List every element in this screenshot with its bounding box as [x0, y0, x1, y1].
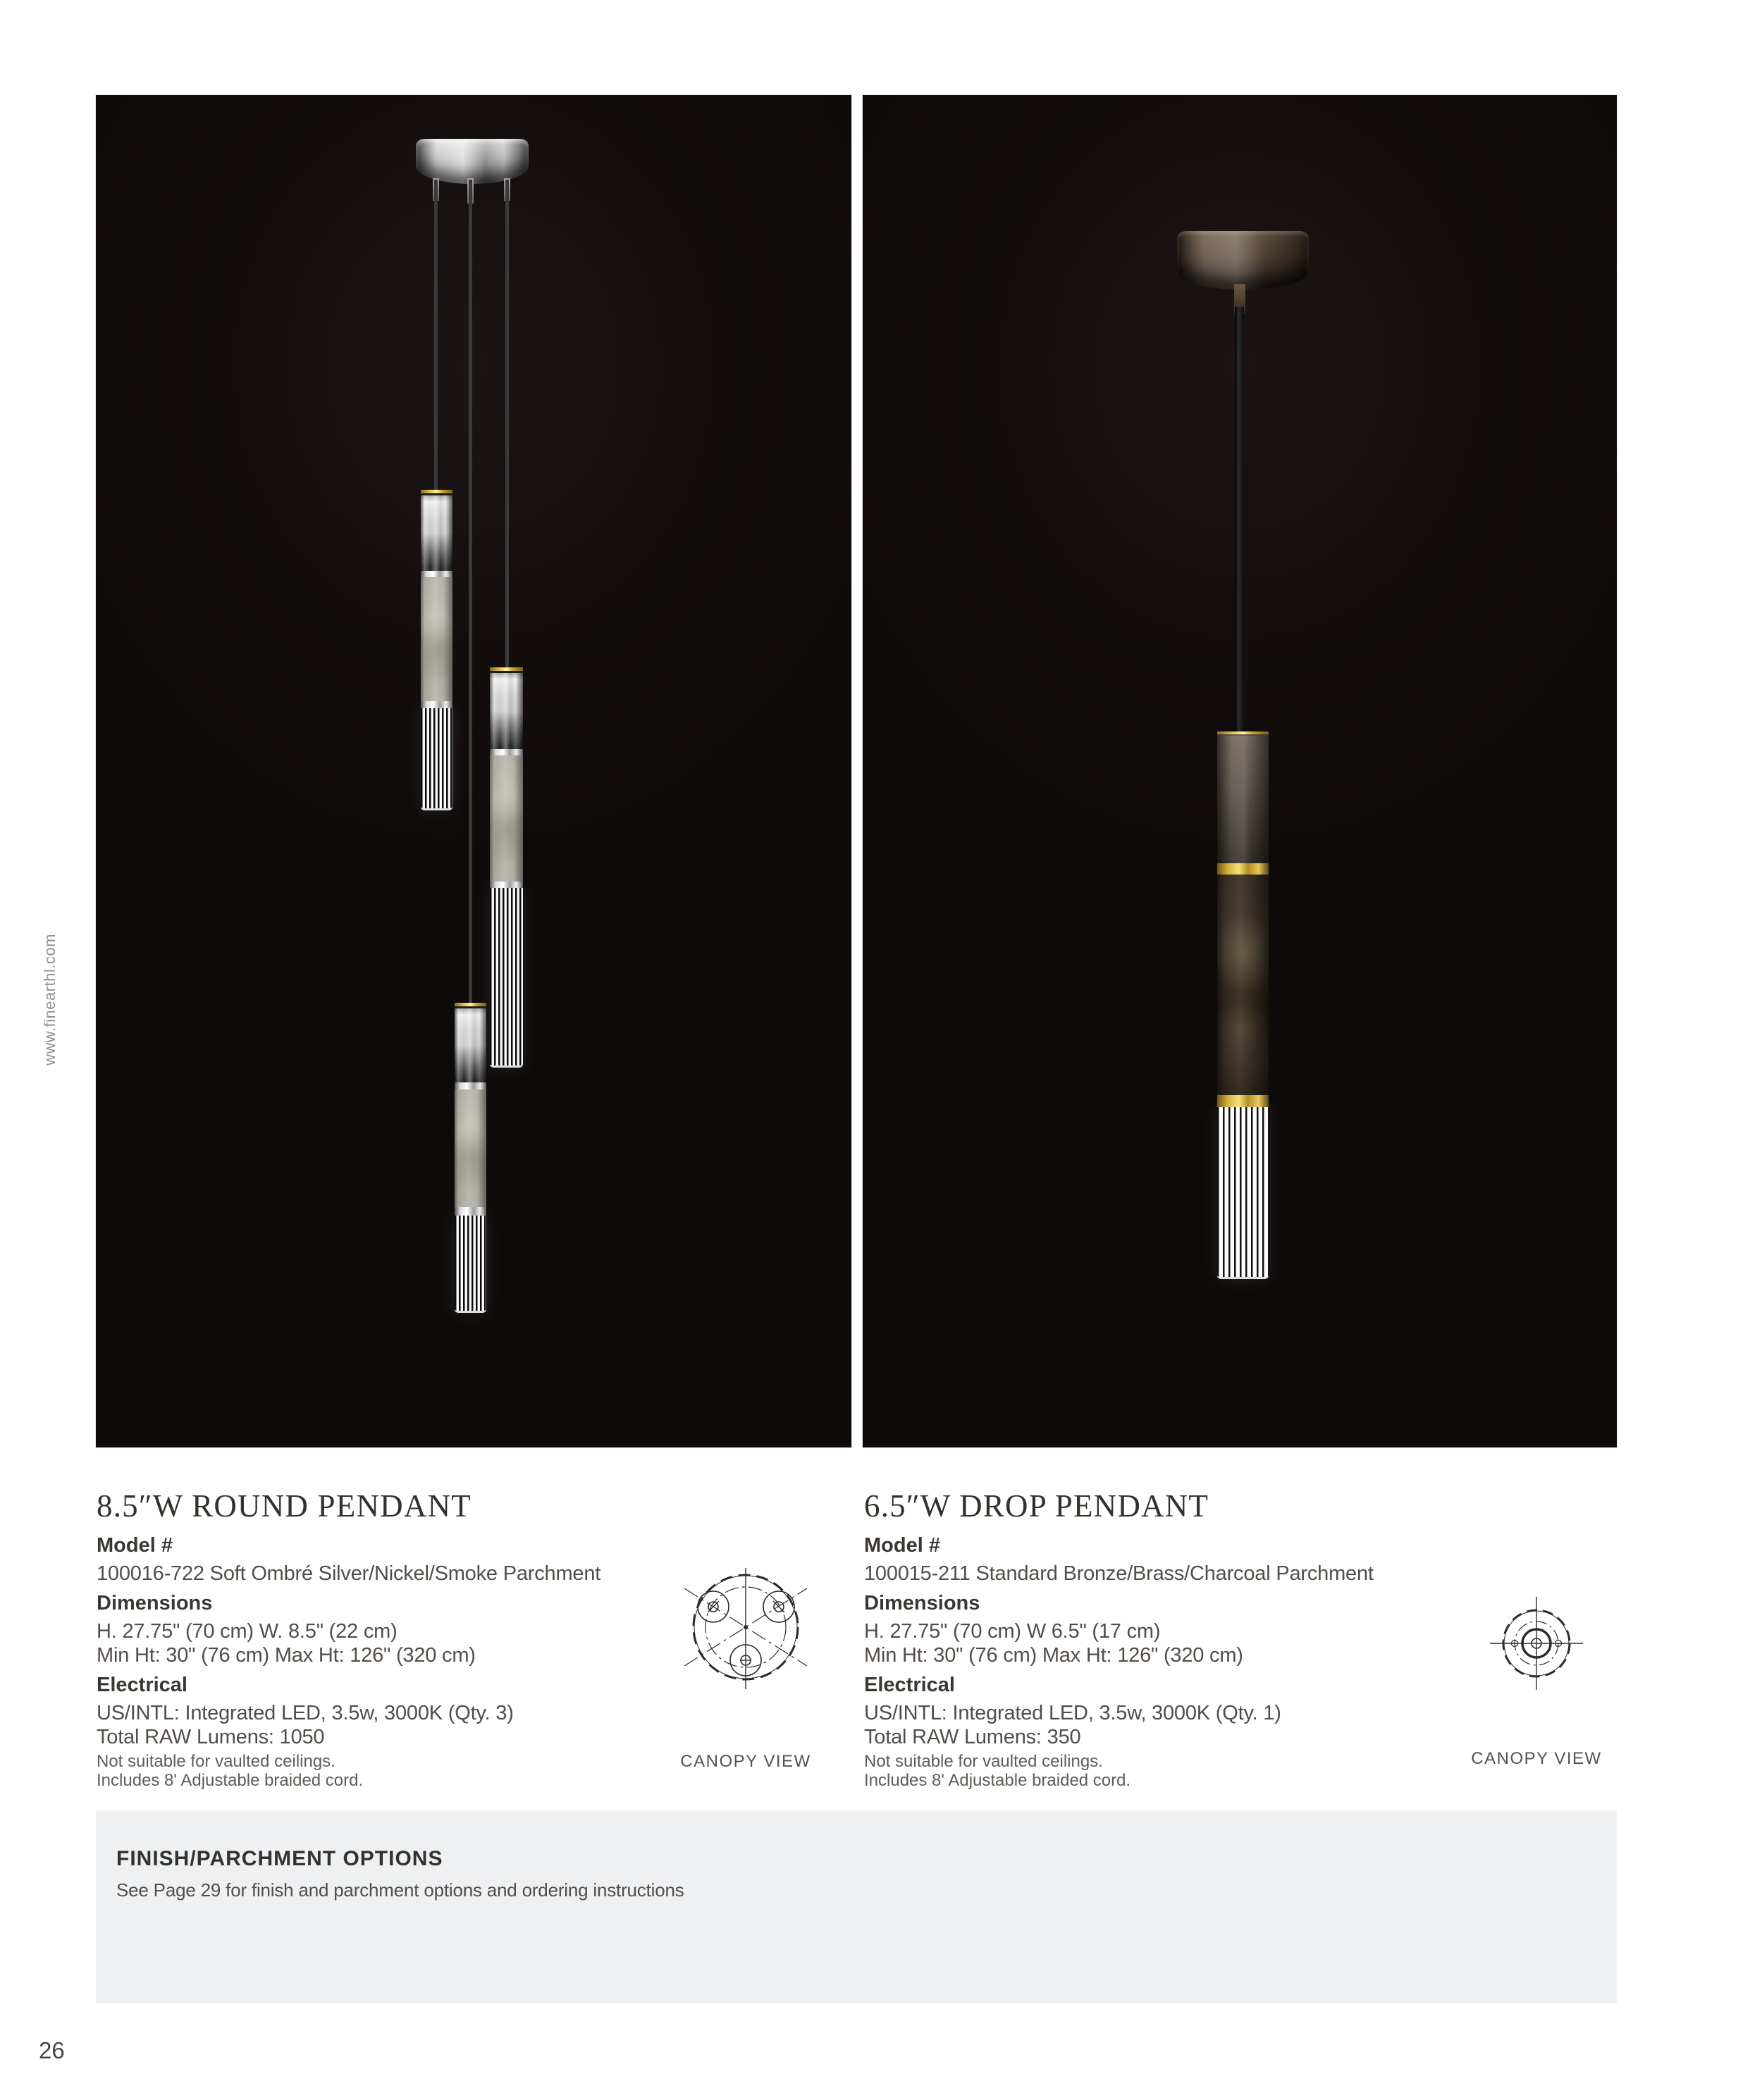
canopy-view-3-light-diagram [675, 1557, 816, 1698]
pendant-light [421, 490, 452, 810]
electrical-line: Total RAW Lumens: 1050 [97, 1726, 325, 1748]
dimensions-line: Min Ht: 30" (76 cm) Max Ht: 126" (320 cm) [864, 1644, 1243, 1667]
model-label: Model # [864, 1534, 940, 1557]
ombre-silver-section [455, 1006, 486, 1082]
product-title: 6.5″W DROP PENDANT [864, 1488, 1209, 1524]
dimensions-label: Dimensions [864, 1592, 980, 1614]
electrical-line: Total RAW Lumens: 350 [864, 1726, 1081, 1748]
canopy-view-1-light-diagram [1480, 1587, 1593, 1700]
charcoal-parchment-section [1217, 875, 1269, 1095]
canopy-view-label: CANOPY VIEW [1471, 1749, 1602, 1768]
page-number: 26 [39, 2037, 65, 2063]
note-line: Includes 8' Adjustable braided cord. [864, 1771, 1131, 1790]
electrical-line: US/INTL: Integrated LED, 3.5w, 3000K (Qty. 1) [864, 1702, 1281, 1724]
finish-options-text: See Page 29 for finish and parchment options and ordering instructions [116, 1879, 684, 1901]
model-label: Model # [97, 1534, 173, 1557]
nickel-ring [421, 701, 452, 708]
fluted-glass-section [490, 888, 523, 1068]
pendant-cord [434, 180, 438, 490]
website-vertical-text: www.finearthl.com [41, 933, 58, 1066]
product-info-right [864, 1488, 1555, 1790]
smoke-parchment-section [490, 755, 523, 882]
electrical-label: Electrical [864, 1674, 955, 1696]
smoke-parchment-section [421, 577, 452, 701]
canopy-view-label: CANOPY VIEW [680, 1752, 811, 1771]
bronze-canopy [1177, 231, 1309, 290]
electrical-line: US/INTL: Integrated LED, 3.5w, 3000K (Qty. 3) [97, 1702, 514, 1724]
brass-ring [1217, 863, 1269, 875]
pendant-cord [469, 180, 472, 1003]
finish-options-box [96, 1810, 1617, 2003]
dimensions-line: H. 27.75" (70 cm) W 6.5" (17 cm) [864, 1620, 1161, 1643]
pendant-cord [505, 180, 509, 667]
dimensions-line: H. 27.75" (70 cm) W. 8.5" (22 cm) [97, 1620, 398, 1643]
nickel-ring [455, 1082, 486, 1089]
note-line: Includes 8' Adjustable braided cord. [97, 1771, 364, 1790]
product-title: 8.5″W ROUND PENDANT [97, 1488, 472, 1524]
electrical-label: Electrical [97, 1674, 187, 1696]
nickel-canopy [416, 139, 529, 184]
dimensions-line: Min Ht: 30" (76 cm) Max Ht: 126" (320 cm) [97, 1644, 476, 1667]
model-number: 100015-211 Standard Bronze/Brass/Charcoal Parchment [864, 1562, 1374, 1585]
pendant-light [455, 1003, 486, 1313]
finish-options-title: FINISH/PARCHMENT OPTIONS [116, 1847, 443, 1870]
fluted-glass-section [421, 708, 452, 810]
pendant-light [490, 667, 523, 1068]
nickel-ring [490, 749, 523, 755]
dimensions-label: Dimensions [97, 1592, 213, 1614]
fluted-glass-section [1217, 1107, 1269, 1279]
pendant-cord [1235, 307, 1244, 731]
ombre-silver-section [421, 493, 452, 571]
smoked-bronze-section [1217, 734, 1269, 863]
ombre-silver-section [490, 671, 523, 749]
pendant-light [1217, 731, 1269, 1279]
brass-ring [1217, 1095, 1269, 1107]
nickel-ring [455, 1207, 486, 1216]
nickel-ring [421, 571, 452, 577]
product-photo-right [863, 95, 1617, 1447]
model-number: 100016-722 Soft Ombré Silver/Nickel/Smoke Parchment [97, 1562, 601, 1585]
product-photo-left [96, 95, 851, 1447]
smoke-parchment-section [455, 1089, 486, 1207]
note-line: Not suitable for vaulted ceilings. [97, 1752, 335, 1771]
notes [864, 1752, 1555, 1790]
fluted-glass-section [455, 1216, 486, 1313]
note-line: Not suitable for vaulted ceilings. [864, 1752, 1103, 1771]
nickel-ring [490, 882, 523, 888]
